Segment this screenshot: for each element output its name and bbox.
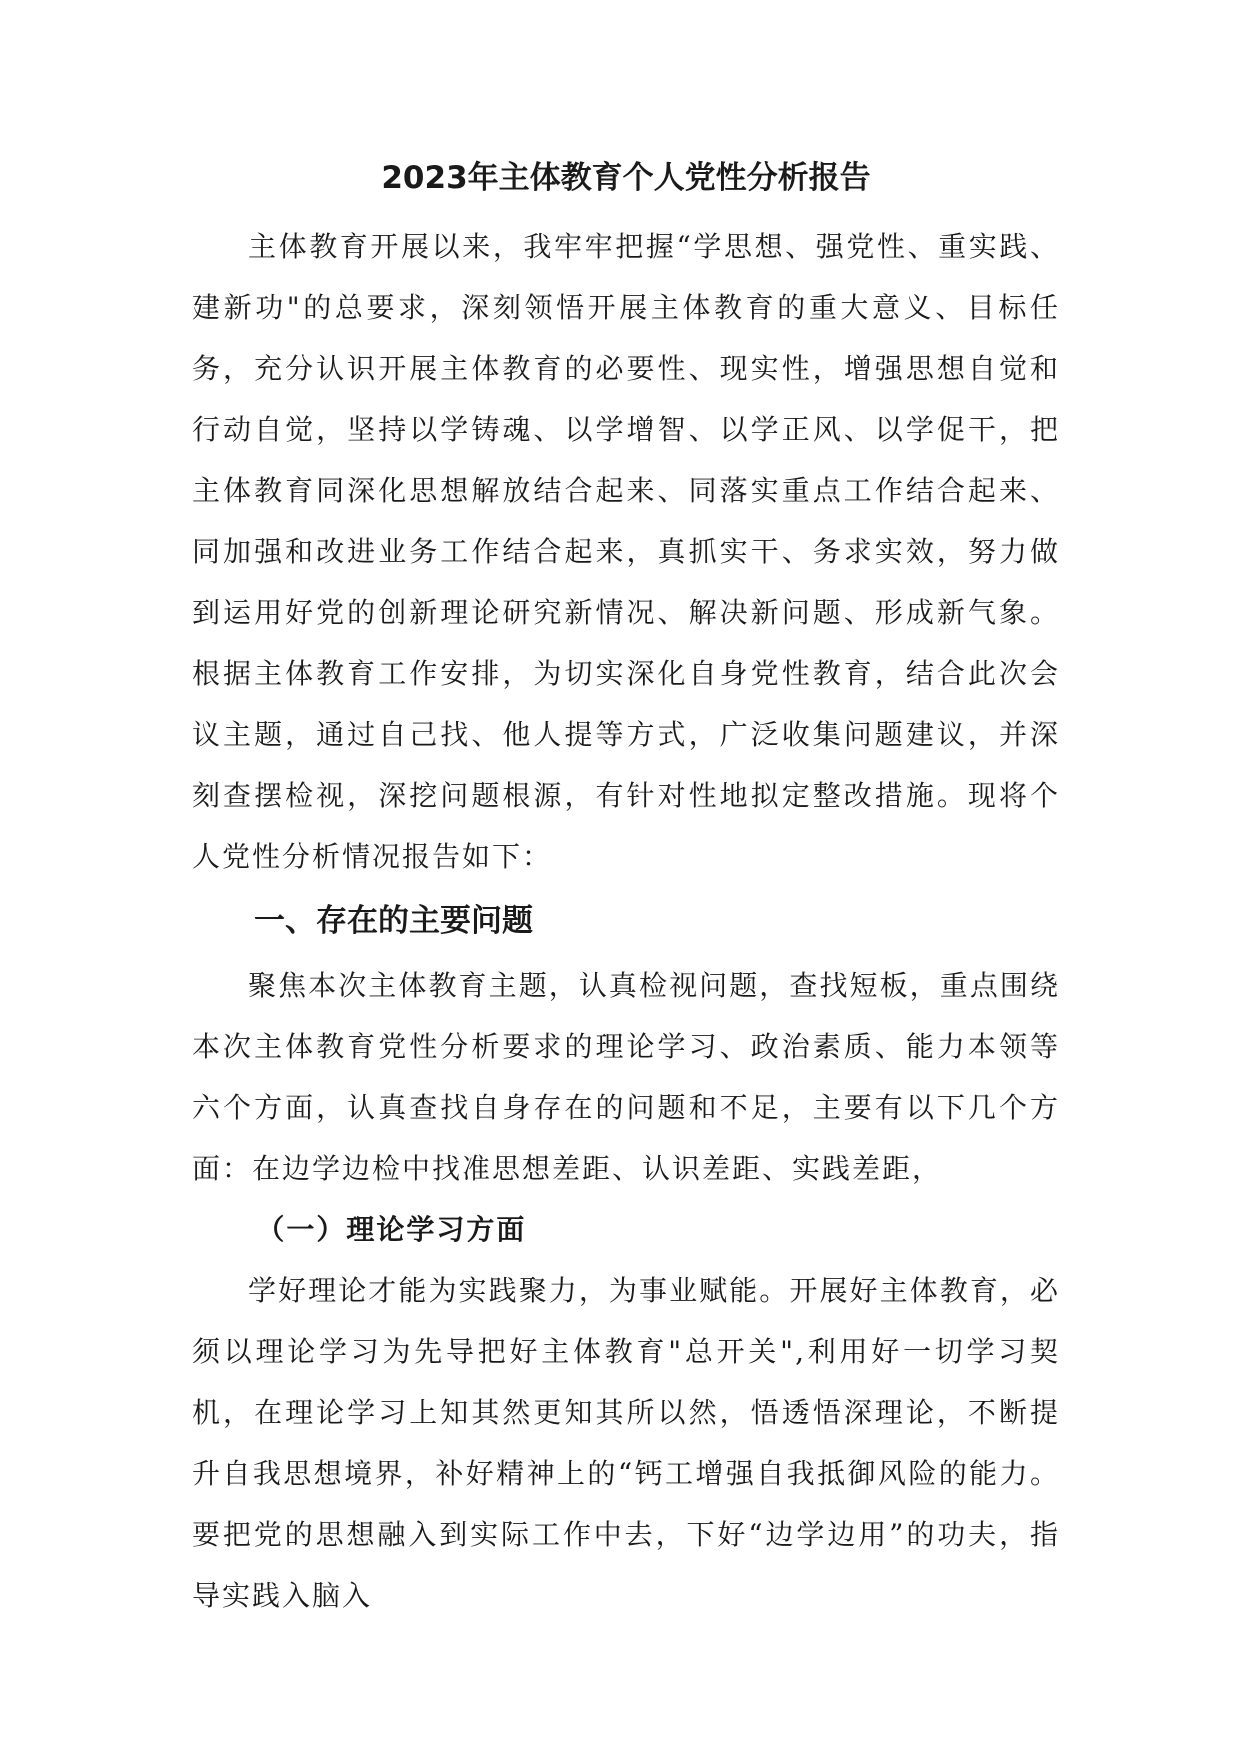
section-problems-paragraph: 聚焦本次主体教育主题，认真检视问题，查找短板，重点围绕本次主体教育党性分析要求的理论学习、政治素质、能力本领等六个方面，认真查找自身存在的问题和不足，主要有以下几个方面：在边学边检中找准思想差距、认识差距、实践差距， bbox=[192, 969, 1060, 1185]
section-heading-problems: 一、存在的主要问题 bbox=[254, 903, 533, 939]
subsection-heading-theory-study: （一）理论学习方面 bbox=[256, 1213, 527, 1246]
intro-paragraph: 主体教育开展以来，我牢牢把握“学思想、强党性、重实践、建新功"的总要求，深刻领悟开展主体教育的重大意义、目标任务，充分认识开展主体教育的必要性、现实性，增强思想自觉和行动自觉，坚持以学铸魂、以学增智、以学正风、以学促干，把主体教育同深化思想解放结合起来、同落实重点工作结合起来、同加强和改进业务工作结合起来，真抓实干、务求实效，努力做到运用好党的创新理论研究新情况、解决新问题、形成新气象。根据主体教育工作安排，为切实深化自身党性教育，结合此次会议主题，通过自己找、他人提等方式，广泛收集问题建议，并深刻查摆检视，深挖问题根源，有针对性地拟定整改措施。现将个人党性分析情况报告如下： bbox=[192, 230, 1060, 873]
subsection-theory-study-paragraph: 学好理论才能为实践聚力，为事业赋能。开展好主体教育，必须以理论学习为先导把好主体教育"总开关",利用好一切学习契机，在理论学习上知其然更知其所以然，悟透悟深理论，不断提升自我思想境界，补好精神上的“钙工增强自我抵御风险的能力。要把党的思想融入到实际工作中去，下好“边学边用”的功夫，指导实践入脑入 bbox=[192, 1274, 1060, 1612]
document-title: 2023年主体教育个人党性分析报告 bbox=[381, 160, 871, 196]
document-body bbox=[192, 156, 1060, 1626]
